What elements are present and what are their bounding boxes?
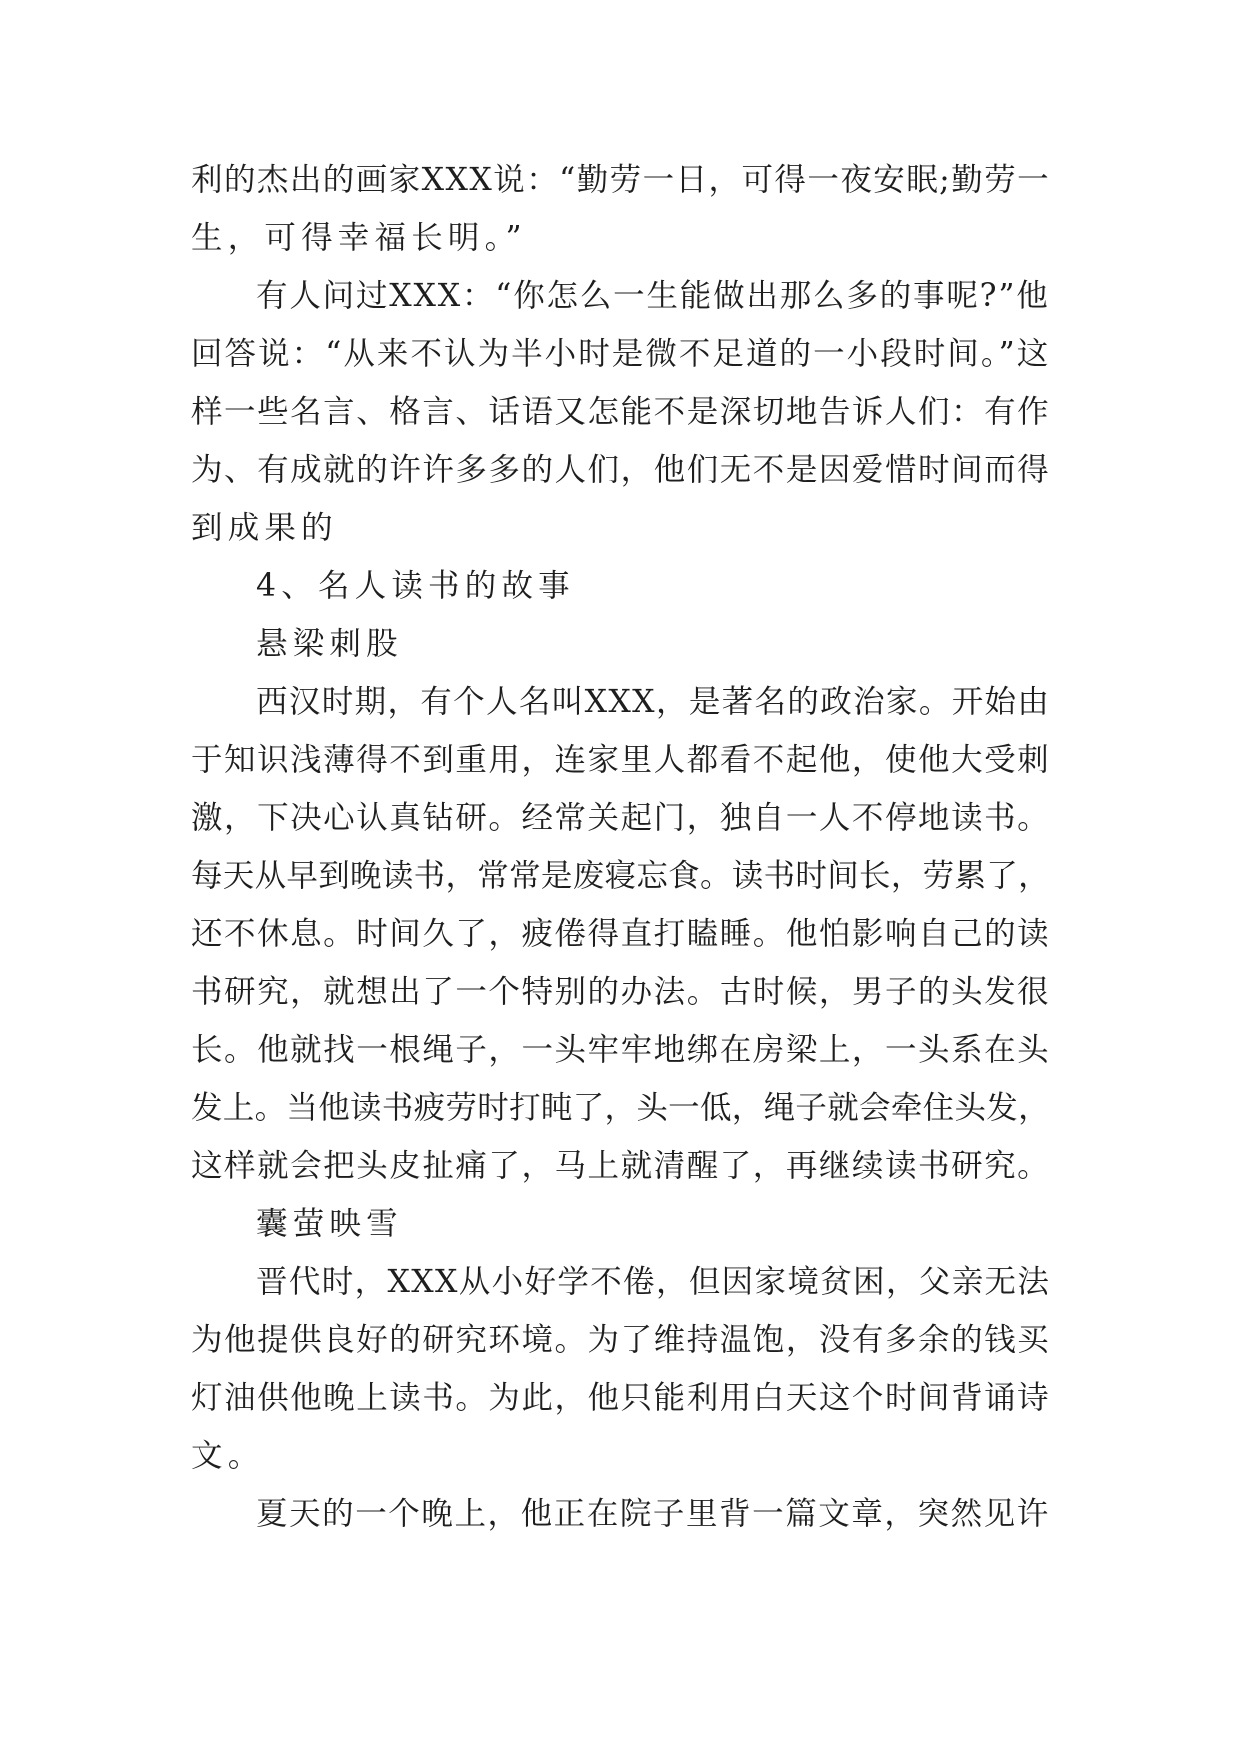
- text-line: 回答说：“从来不认为半小时是微不足道的一小段时间。”这: [191, 336, 1051, 372]
- text-line: 发上。当他读书疲劳时打盹了，头一低，绳子就会牵住头发，: [191, 1090, 1050, 1126]
- text-line: 为、有成就的许许多多的人们，他们无不是因爱惜时间而得: [191, 452, 1051, 488]
- text-line: 利的杰出的画家XXX说：“勤劳一日，可得一夜安眠;勤劳一: [191, 162, 1051, 198]
- text-line: 书研究，就想出了一个特别的办法。古时候，男子的头发很: [191, 974, 1051, 1010]
- text-line: 有人问过XXX：“你怎么一生能做出那么多的事呢?”他: [256, 278, 1050, 314]
- text-line: 这样就会把头皮扯痛了，马上就清醒了，再继续读书研究。: [191, 1148, 1051, 1184]
- text-line: 文。: [191, 1438, 265, 1474]
- text-line: 样一些名言、格言、话语又怎能不是深切地告诉人们：有作: [191, 394, 1051, 430]
- section-heading: 4、名人读书的故事: [256, 568, 575, 604]
- text-line: 激，下决心认真钻研。经常关起门，独自一人不停地读书。: [191, 800, 1051, 836]
- text-line: 每天从早到晚读书，常常是废寝忘食。读书时间长，劳累了，: [191, 858, 1050, 894]
- text-line: 长。他就找一根绳子，一头牢牢地绑在房梁上，一头系在头: [191, 1032, 1051, 1068]
- text-line: 还不休息。时间久了，疲倦得直打瞌睡。他怕影响自己的读: [191, 916, 1051, 952]
- text-line: 夏天的一个晚上，他正在院子里背一篇文章，突然见许: [256, 1496, 1050, 1532]
- text-line: 生，可得幸福长明。”: [191, 220, 527, 256]
- story-title: 悬梁刺股: [256, 626, 403, 662]
- text-line: 灯油供他晚上读书。为此，他只能利用白天这个时间背诵诗: [191, 1380, 1051, 1416]
- text-line: 到成果的: [191, 510, 338, 546]
- story-title: 囊萤映雪: [256, 1206, 403, 1242]
- text-line: 西汉时期，有个人名叫XXX，是著名的政治家。开始由: [256, 684, 1051, 720]
- text-line: 为他提供良好的研究环境。为了维持温饱，没有多余的钱买: [191, 1322, 1051, 1358]
- text-line: 于知识浅薄得不到重用，连家里人都看不起他，使他大受刺: [191, 742, 1051, 778]
- text-line: 晋代时，XXX从小好学不倦，但因家境贫困，父亲无法: [256, 1264, 1051, 1300]
